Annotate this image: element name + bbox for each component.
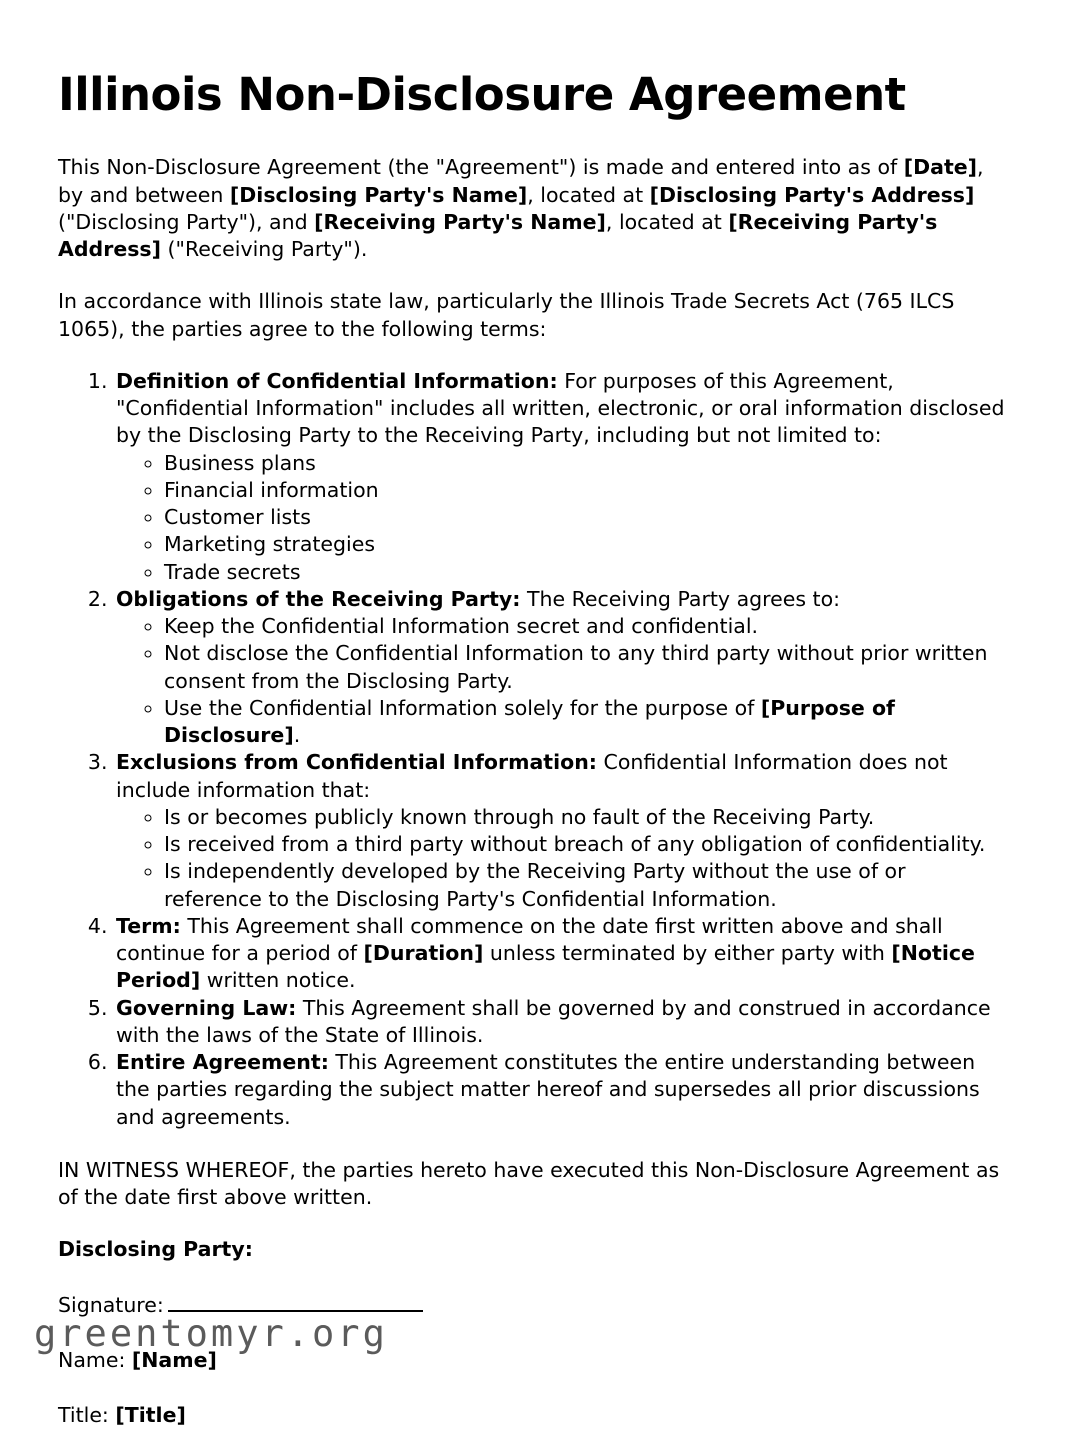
- placeholder-notice-period: [Notice Period]: [116, 941, 975, 993]
- name-label: Name:: [58, 1347, 132, 1372]
- term-heading: Obligations of the Receiving Party:: [116, 586, 521, 611]
- intro-text-5: , located at: [605, 209, 729, 234]
- terms-list: [58, 368, 1005, 1131]
- list-item: ◦ Not disclose the Confidential Information to any third party without prior written consent from the Disclosing Party.: [164, 640, 1005, 695]
- placeholder-receiving-party-name: [Receiving Party's Name]: [314, 209, 606, 234]
- page-title: Illinois Non-Disclosure Agreement: [58, 68, 906, 121]
- term-body-2: unless terminated by either party with: [483, 941, 892, 966]
- intro-text-1: This Non-Disclosure Agreement (the "Agreement") is made and entered into as of: [58, 155, 904, 180]
- term-heading: Term:: [116, 913, 181, 938]
- list-item: [164, 695, 1005, 750]
- placeholder-date: [Date]: [903, 155, 978, 180]
- term-heading: Governing Law:: [116, 995, 297, 1020]
- term-body-1: This Agreement shall commence on the date first written above and shall continue for a period of: [116, 913, 943, 966]
- site-watermark: greentomyr.org: [34, 1312, 388, 1355]
- placeholder-title: [Title]: [115, 1403, 186, 1428]
- list-item: ◦ Financial information: [164, 477, 1005, 504]
- list-item: ◦ Business plans: [164, 450, 1005, 477]
- term-item-term: [114, 913, 1005, 995]
- intro-text-6: ("Receiving Party").: [161, 237, 368, 262]
- list-item: ◦ Trade secrets: [164, 559, 1005, 586]
- term-heading: Definition of Confidential Information:: [116, 368, 558, 393]
- term-sublist-obligations: [116, 613, 1005, 749]
- placeholder-disclosing-party-address: [Disclosing Party's Address]: [649, 182, 975, 207]
- term-sublist-exclusions: [116, 804, 1005, 913]
- term-item-exclusions: [114, 749, 1005, 913]
- governing-law-intro-paragraph: In accordance with Illinois state law, particularly the Illinois Trade Secrets Act (765 ILCS 1065), the parties agree to the following terms:: [58, 289, 955, 341]
- title-label: Title:: [58, 1403, 116, 1428]
- signature-label: Signature:: [58, 1292, 164, 1317]
- list-item: ◦ Customer lists: [164, 504, 1005, 531]
- list-item: ◦ Keep the Confidential Information secret and confidential.: [164, 613, 1005, 640]
- list-item: ◦ Marketing strategies: [164, 531, 1005, 558]
- list-item: ◦ Is independently developed by the Receiving Party without the use of or reference to the Disclosing Party's Confidential Information.: [164, 858, 1005, 913]
- term-body: For purposes of this Agreement, "Confidential Information" includes all written, electronic, or oral information disclosed by the Disclosing Party to the Receiving Party, including but not limited to:: [116, 368, 1005, 448]
- sublist-text-post: .: [293, 723, 301, 748]
- term-body: This Agreement shall be governed by and construed in accordance with the laws of the State of Illinois.: [116, 995, 991, 1047]
- placeholder-purpose-of-disclosure: [Purpose of Disclosure]: [164, 695, 895, 748]
- sublist-text-pre: Use the Confidential Information solely for the purpose of: [164, 695, 761, 720]
- intro-text-2: , by and between: [58, 155, 984, 207]
- placeholder-disclosing-party-name: [Disclosing Party's Name]: [229, 182, 528, 207]
- term-heading: Exclusions from Confidential Information:: [116, 750, 597, 775]
- term-body: Confidential Information does not include information that:: [116, 750, 948, 802]
- term-heading: Entire Agreement:: [116, 1050, 329, 1075]
- term-item-obligations: [114, 586, 1005, 750]
- list-item: ◦ Is received from a third party without breach of any obligation of confidentiality.: [164, 831, 1005, 858]
- signature-rule: [168, 1295, 423, 1312]
- intro-text-4: ("Disclosing Party"), and: [58, 209, 315, 234]
- intro-text-3: , located at: [527, 182, 650, 207]
- term-item-governing-law: [114, 995, 1005, 1050]
- term-body: The Receiving Party agrees to:: [520, 586, 841, 611]
- list-item: ◦ Is or becomes publicly known through no fault of the Receiving Party.: [164, 804, 1005, 831]
- term-body: This Agreement constitutes the entire understanding between the parties regarding the subject matter hereof and supersedes all prior discussions and agreements.: [116, 1050, 980, 1129]
- term-sublist-definition: [116, 450, 1005, 586]
- placeholder-name: [Name]: [131, 1347, 217, 1372]
- title-field: [58, 1402, 1005, 1429]
- placeholder-duration: [Duration]: [363, 941, 484, 966]
- term-item-definition: [114, 368, 1005, 586]
- term-item-entire-agreement: [114, 1049, 1005, 1131]
- disclosing-party-heading: Disclosing Party:: [58, 1237, 253, 1262]
- witness-paragraph: IN WITNESS WHEREOF, the parties hereto have executed this Non-Disclosure Agreement as of the date first above written.: [58, 1157, 1000, 1210]
- term-body-3: written notice.: [200, 968, 356, 993]
- placeholder-receiving-party-address: [Receiving Party's Address]: [58, 209, 938, 262]
- intro-paragraph: [58, 154, 1005, 263]
